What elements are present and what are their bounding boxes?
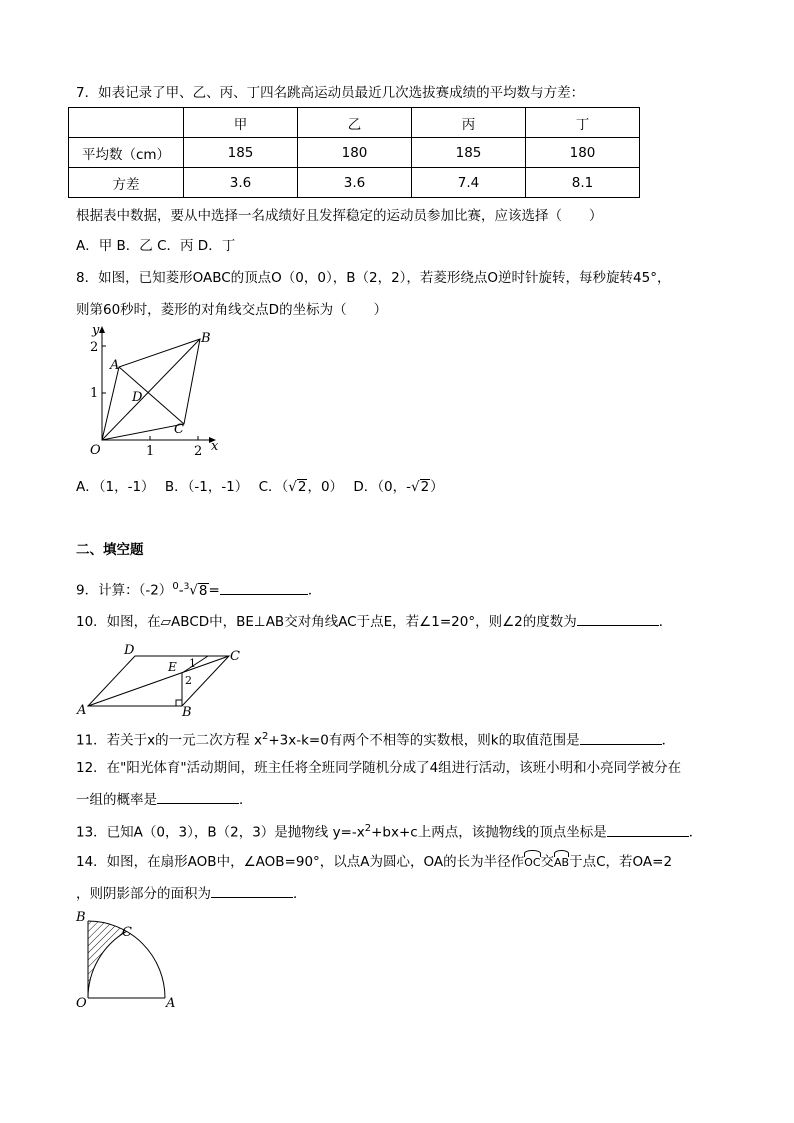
q8-options (76, 477, 444, 497)
table-cell: 180 (526, 138, 640, 168)
label-c: C (122, 925, 132, 940)
label-e: E (168, 660, 177, 674)
table-header-cell: 乙 (298, 108, 412, 138)
q8-line2: 则第60秒时，菱形的对角线交点D的坐标为（ ） (76, 302, 388, 318)
table-cell: 3.6 (298, 168, 412, 198)
q9: 9．计算：$(-2)^0-^3√8=$ ． (76, 581, 322, 599)
q13: 13．已知A（0，3），B（2，3）是抛物线 $y=-x^2+bx+c$上两点，该抛物线的顶点坐标是 ． (76, 823, 703, 841)
label-o: O (76, 996, 87, 1011)
tick-label-y1: 1 (90, 386, 99, 401)
tick-label-x1: 1 (146, 444, 155, 459)
label-o: O (90, 443, 101, 458)
table-cell: 185 (412, 138, 526, 168)
table-header-cell: 甲 (184, 108, 298, 138)
q7-options: A．甲 B．乙 C．丙 D．丁 (76, 238, 236, 254)
q11: 11．若关于x的一元二次方程 $x^2+3x-k=0$有两个不相等的实数根，则k的取值范围是 ． (76, 731, 676, 749)
label-x: x (211, 439, 219, 454)
label-a: A (77, 703, 87, 718)
q7-question: 根据表中数据，要从中选择一名成绩好且发挥稳定的运动员参加比赛，应该选择（ ） (76, 208, 603, 224)
arc-ab: AB (554, 853, 569, 873)
table-cell: 185 (184, 138, 298, 168)
diagonal-ac (119, 367, 184, 424)
label-c: C (174, 422, 184, 437)
label-c: C (230, 649, 240, 664)
diagonal-ac (88, 656, 229, 706)
table-row-label: 方差 (69, 168, 184, 198)
stats-table (68, 107, 640, 198)
shaded-region (88, 921, 127, 998)
label-d: D (124, 643, 135, 658)
answer-blank (220, 580, 308, 595)
table-cell: 180 (298, 138, 412, 168)
tick-label-y2: 2 (90, 340, 99, 355)
q8-option-c: C．（√2，0） (258, 479, 344, 495)
q10: 10．如图，在▱ABCD中，BE⊥AB交对角线AC于点E，若∠1=20°，则∠2的度数为 ． (76, 611, 672, 632)
label-d: D (132, 390, 143, 405)
label-y: y (92, 323, 100, 338)
angle-label-1: 1 (189, 657, 196, 670)
q14-sector-figure (72, 905, 192, 1015)
answer-blank (157, 789, 239, 804)
answer-blank (580, 730, 662, 745)
label-b: B (76, 910, 86, 925)
q12-line1: 12．在"阳光体育"活动期间，班主任将全班同学随机分成了4组进行活动，该班小明和小亮同学被分在 (76, 760, 682, 776)
angle-label-2: 2 (185, 674, 192, 687)
q8-line1: 8．如图，已知菱形OABC的顶点O（0，0），B（2，2），若菱形绕点O逆时针旋转，每秒旋转45°， (76, 270, 671, 286)
q14-line1: 14．如图，在扇形AOB中，∠AOB=90°，以点A为圆心，OA的长为半径作OC交AB于点C，若OA=2 (76, 852, 672, 873)
q8-rhombus-figure (72, 322, 222, 462)
answer-blank (607, 822, 689, 837)
answer-blank (211, 883, 293, 898)
table-header-cell: 丙 (412, 108, 526, 138)
label-b: B (201, 331, 211, 346)
table-row (69, 168, 640, 198)
q12-line2: 一组的概率是 ． (76, 789, 253, 810)
arc-oc: OC (524, 853, 540, 873)
q7-prompt: 7．如表记录了甲、乙、丙、丁四名跳高运动员最近几次选拔赛成绩的平均数与方差： (76, 85, 585, 101)
tick-label-x2: 2 (194, 444, 203, 459)
label-a: A (110, 358, 120, 373)
table-cell (69, 108, 184, 138)
q10-parallelogram-figure (72, 638, 252, 718)
answer-blank (577, 611, 659, 626)
table-cell: 7.4 (412, 168, 526, 198)
table-cell: 8.1 (526, 168, 640, 198)
table-row (69, 138, 640, 168)
q8-option-b: B．（-1，-1） (164, 479, 249, 495)
q8-option-d: D．（0，-√2） (353, 479, 444, 495)
table-row-label: 平均数（cm） (69, 138, 184, 168)
y-axis-arrow (99, 326, 105, 333)
diagonal-ob (102, 339, 200, 440)
table-header-row (69, 108, 640, 138)
table-header-cell: 丁 (526, 108, 640, 138)
label-b: B (182, 705, 192, 718)
q14-line2: ，则阴影部分的面积为 ． (76, 883, 307, 904)
label-a: A (166, 996, 176, 1011)
table-cell: 3.6 (184, 168, 298, 198)
section-heading: 二、填空题 (76, 542, 144, 558)
q8-option-a: A．（1，-1） (76, 479, 155, 495)
